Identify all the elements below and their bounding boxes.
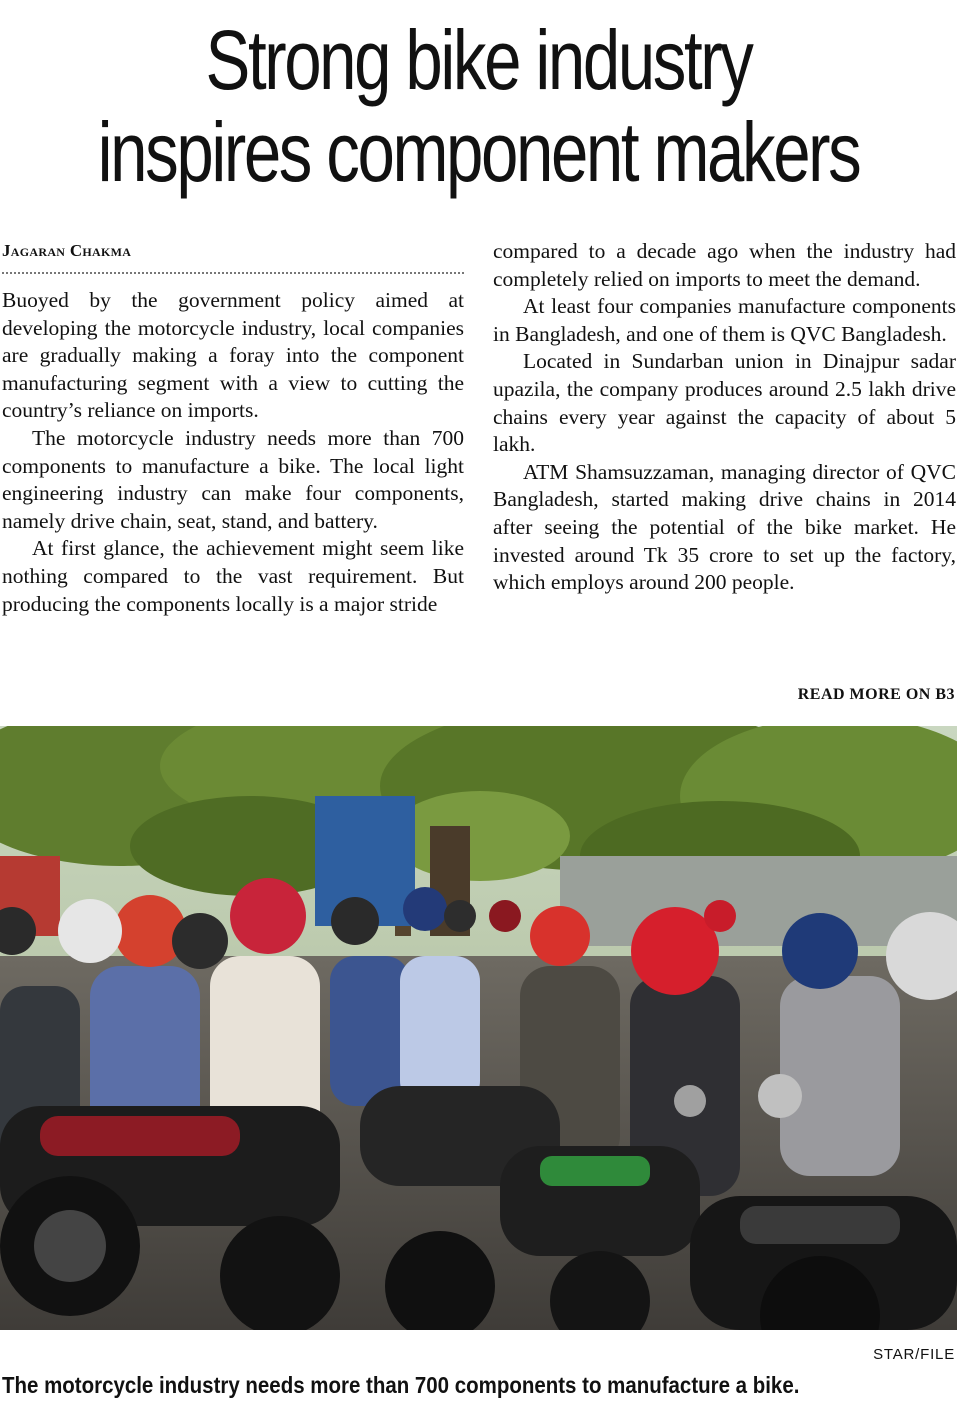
article-column-1 [2, 287, 464, 618]
headline: Strong bike industry inspires component makers [97, 13, 860, 199]
paragraph: The motorcycle industry needs more than 700 components to manufacture a bike. The local light engineering industry can make four components, namely drive chain, seat, stand, and battery. [2, 425, 464, 533]
motorcycle-traffic-photo [0, 726, 957, 1330]
photo-illustration [0, 726, 957, 1330]
paragraph: Buoyed by the government policy aimed at developing the motorcycle industry, local companies are gradually making a foray into the component manufacturing segment with a view to cutting the country’s reliance on imports. [2, 288, 464, 423]
article-column-2 [493, 238, 956, 597]
paragraph: ATM Shamsuzzaman, managing director of QVC Bangladesh, started making drive chains in 2014 after seeing the potential of the bike market. He invested around Tk 35 crore to set up the factory, which employs around 200 people. [493, 459, 956, 595]
read-more-link[interactable]: READ MORE ON B3 [797, 686, 955, 703]
photo-caption: The motorcycle industry needs more than 700 components to manufacture a bike. [2, 1372, 800, 1398]
paragraph: compared to a decade ago when the industry had completely relied on imports to meet the demand. [493, 239, 956, 291]
paragraph: Located in Sundarban union in Dinajpur sadar upazila, the company produces around 2.5 lakh drive chains every year against the capacity of about 5 lakh. [493, 349, 956, 457]
paragraph: At least four companies manufacture components in Bangladesh, and one of them is QVC Bangladesh. [493, 294, 956, 346]
byline-divider [2, 272, 464, 274]
photo-credit: STAR/FILE [873, 1346, 955, 1363]
byline: Jagaran Chakma [2, 241, 132, 260]
paragraph: At first glance, the achievement might seem like nothing compared to the vast requirement. But producing the components locally is a major stride [2, 536, 464, 616]
